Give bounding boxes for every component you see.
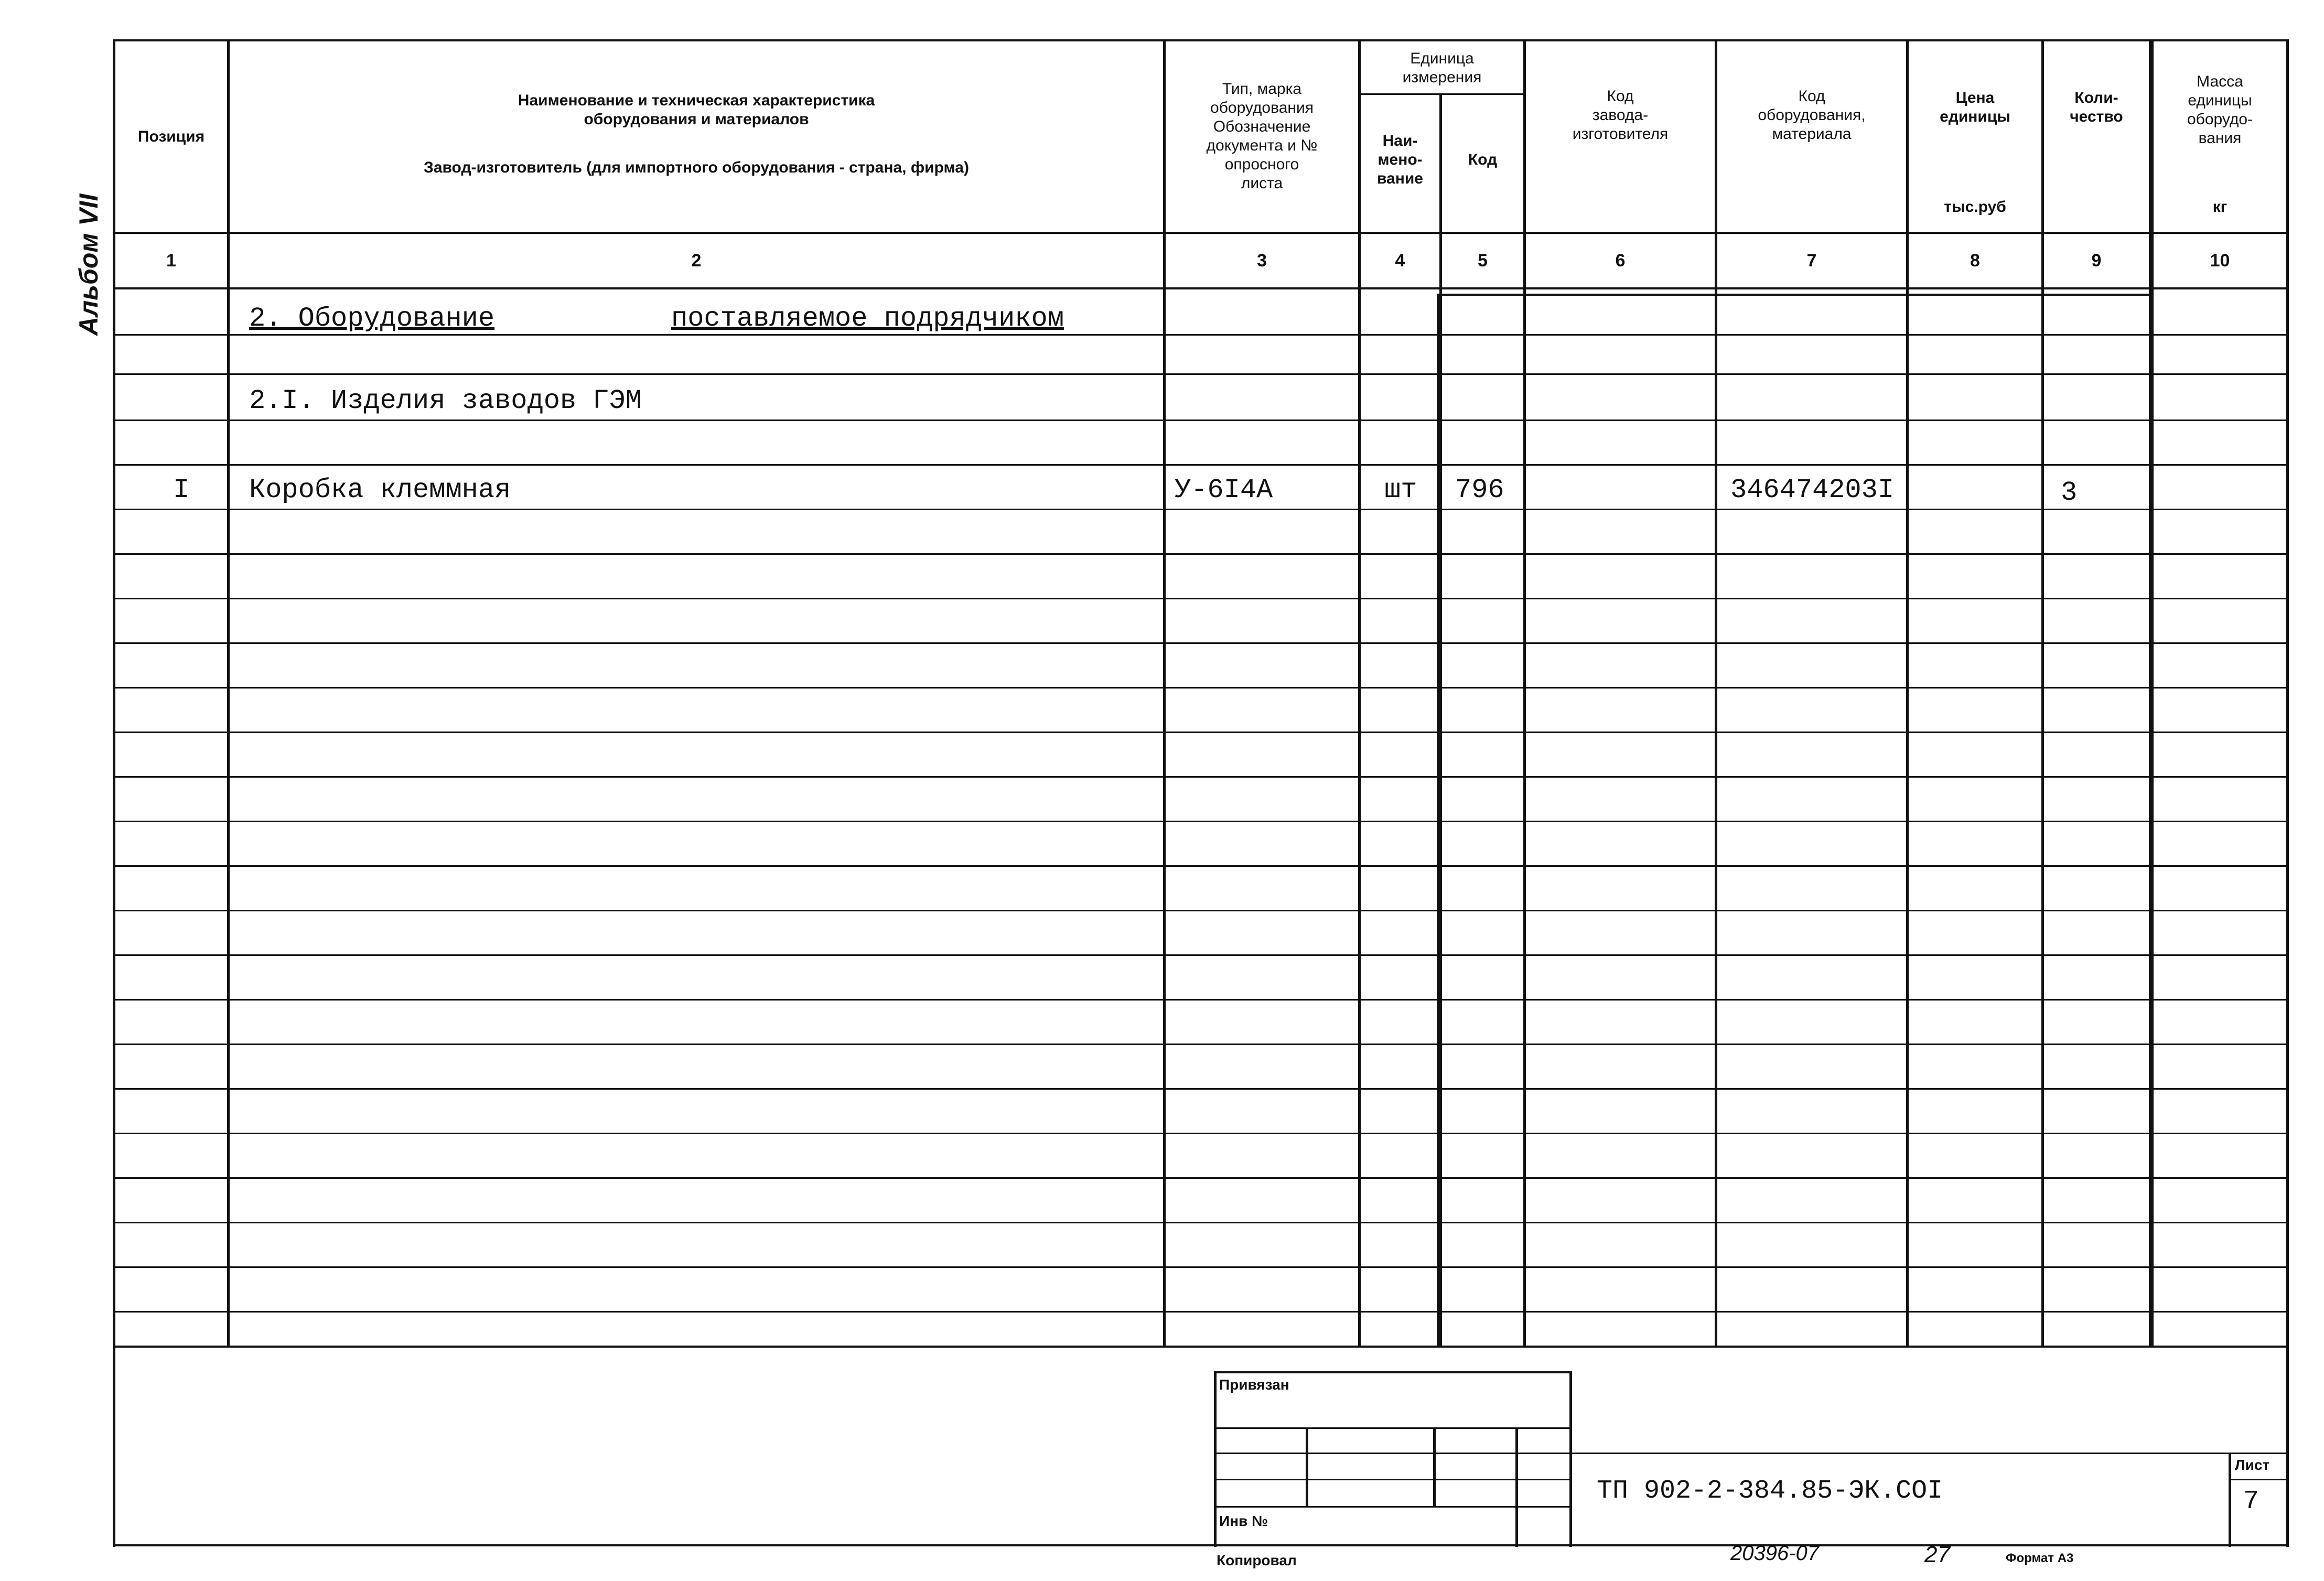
colnum-1: 1 — [166, 250, 176, 271]
colnum-2: 2 — [691, 250, 702, 271]
album-label: Альбом VII — [74, 193, 103, 336]
item-type: У-6I4А — [1175, 475, 1273, 506]
table-row-line — [113, 642, 2289, 644]
sheet-number: 7 — [2243, 1487, 2260, 1517]
sheet-label: Лист — [2235, 1457, 2270, 1473]
table-row-line — [113, 420, 2289, 421]
header-mass: Масса единицы оборудо- вания — [2187, 73, 2253, 147]
table-row-line — [113, 1044, 2289, 1045]
frame-top — [113, 39, 2289, 41]
table-row-line — [113, 464, 2289, 466]
colnum-6: 6 — [1615, 250, 1626, 271]
stamp-inv: Инв № — [1219, 1513, 1268, 1529]
colnum-5: 5 — [1478, 250, 1488, 271]
colnum-8: 8 — [1970, 250, 1980, 271]
colnum-10: 10 — [2210, 250, 2230, 271]
table-row-line — [113, 999, 2289, 1001]
doc-code: ТП 902-2-384.85-ЭК.COI — [1597, 1476, 1943, 1506]
header-quantity: Коли- чество — [2070, 89, 2123, 125]
table-row-line — [113, 1088, 2289, 1090]
subsection-title: 2.I. Изделия заводов ГЭМ — [249, 385, 642, 416]
item-equipment-code: 346474203I — [1730, 475, 1895, 506]
colnum-7: 7 — [1806, 250, 1817, 271]
table-row-line — [113, 1222, 2289, 1223]
header-maker-code: Код завода- изготовителя — [1572, 88, 1669, 143]
stamp-vline-1 — [1306, 1427, 1308, 1506]
col-line-9 — [2149, 39, 2154, 1348]
table-bottom-line — [113, 1346, 2289, 1348]
table-row-line — [113, 553, 2289, 555]
table-row-line — [113, 1133, 2289, 1134]
header-name: Наименование и техническая характеристика оборудования и материалов — [518, 92, 875, 128]
table-row-line — [113, 910, 2289, 911]
table-row-line — [113, 598, 2289, 599]
stamp-left — [1214, 1371, 1217, 1547]
header-position: Позиция — [137, 128, 205, 145]
table-row-line — [113, 373, 2289, 375]
format-label: Формат А3 — [2006, 1551, 2074, 1565]
table-row-line — [113, 1266, 2289, 1268]
table-row-line — [113, 1177, 2289, 1179]
header-mass-unit: кг — [2212, 198, 2228, 216]
colnum-3: 3 — [1257, 250, 1267, 271]
stamp-vline-2 — [1433, 1427, 1436, 1506]
table-row-line — [113, 732, 2289, 733]
colnum-4: 4 — [1395, 250, 1405, 271]
frame-bottom — [113, 1544, 2289, 1546]
section-title-b: поставляемое подрядчиком — [671, 303, 1064, 334]
sheet-box-line — [2229, 1479, 2288, 1480]
header-price: Цена единицы — [1940, 89, 2010, 125]
header-price-unit: тыс.руб — [1944, 198, 2006, 216]
header-unit-name: Наи- мено- вание — [1377, 132, 1423, 187]
item-name: Коробка клеммная — [249, 475, 511, 506]
table-row-line — [113, 687, 2289, 689]
item-quantity: 3 — [2061, 477, 2078, 508]
stamp-top — [1214, 1371, 1570, 1373]
handwritten-number-2: 27 — [1924, 1542, 1950, 1567]
item-unit-code: 796 — [1455, 475, 1504, 506]
stamp-code-top — [1569, 1453, 2288, 1454]
unit-group-line — [1358, 93, 1526, 95]
section-title-a: 2. Оборудование — [249, 303, 495, 334]
header-unit-code: Код — [1468, 151, 1498, 168]
header-equipment-code: Код оборудования, материала — [1758, 88, 1866, 143]
stamp-privyazan: Привязан — [1219, 1376, 1289, 1393]
stamp-vline-3 — [1515, 1427, 1518, 1547]
table-row-line — [113, 509, 2289, 510]
table-row-line — [113, 865, 2289, 867]
frame-right — [2286, 39, 2289, 1547]
item-position: I — [173, 475, 190, 506]
colnum-9: 9 — [2091, 250, 2102, 271]
table-row-line — [113, 821, 2289, 822]
thick-block-top — [1437, 294, 2153, 296]
header-type: Тип, марка оборудования Обозначение документа и № опросного листа — [1206, 80, 1318, 192]
table-row-line — [113, 954, 2289, 956]
header-unit-group: Единица измерения — [1402, 50, 1482, 86]
stamp-divider — [1569, 1371, 1572, 1547]
item-unit-name: шт — [1384, 475, 1417, 506]
sheet-box-left — [2229, 1453, 2231, 1547]
table-row-line — [113, 776, 2289, 778]
copied-label: Копировал — [1217, 1552, 1297, 1568]
handwritten-number: 20396-07 — [1730, 1542, 1820, 1565]
colnum-bottom-line — [113, 287, 2289, 289]
table-row-line — [113, 1311, 2289, 1313]
header-manufacturer: Завод-изготовитель (для импортного оборудования - страна, фирма) — [424, 159, 969, 176]
